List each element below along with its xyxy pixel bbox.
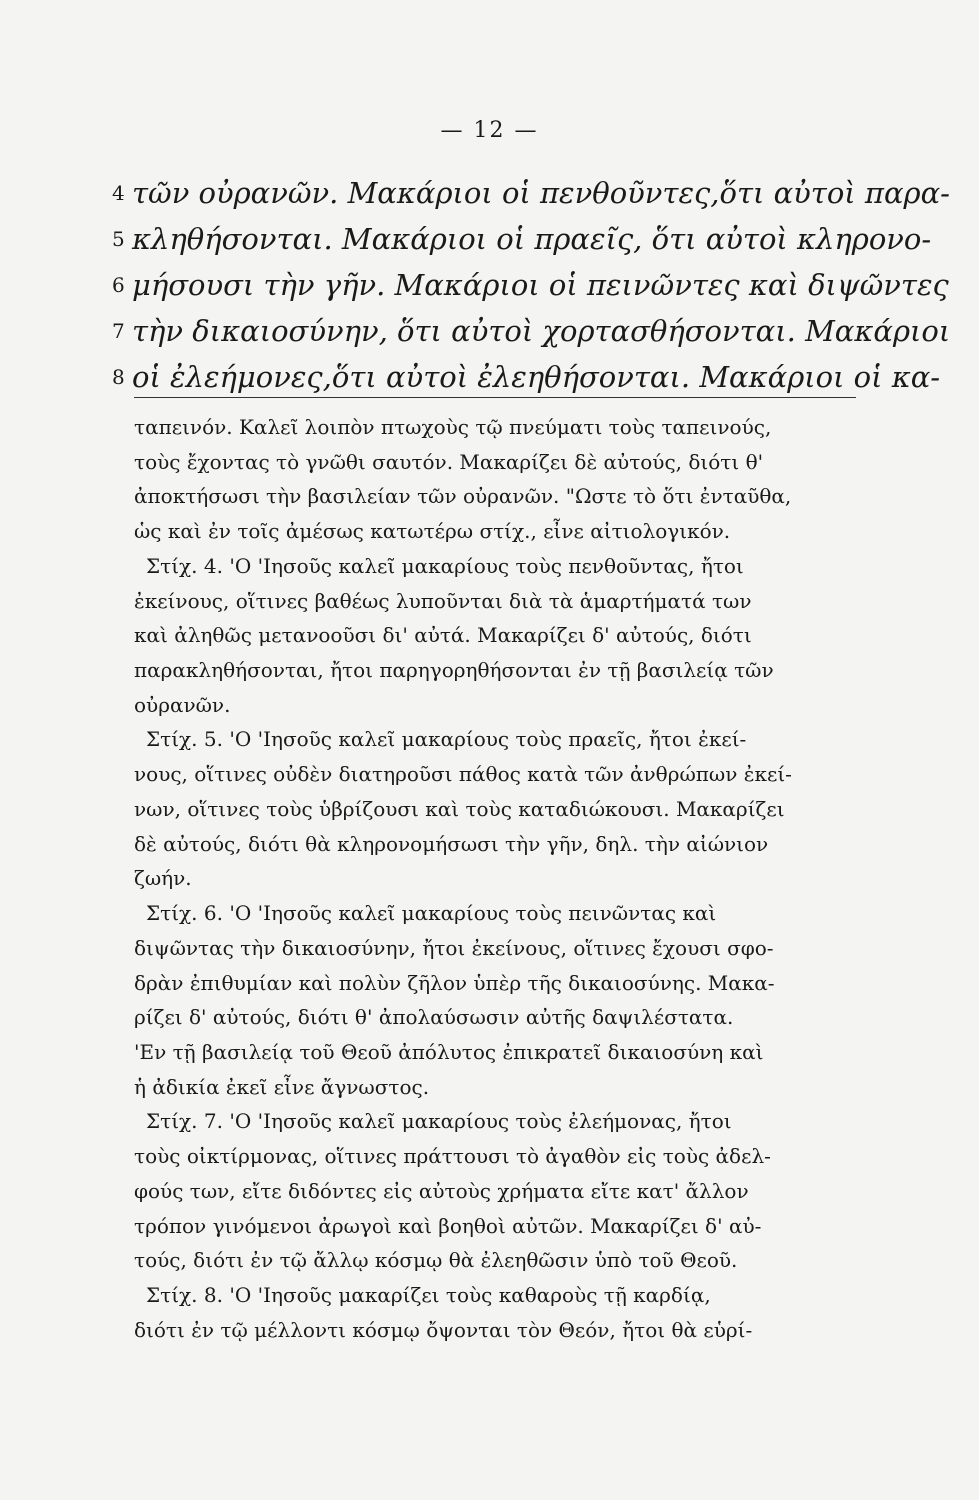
commentary-line: φούς των, εἴτε διδόντες εἰς αὐτοὺς χρήματα εἴτε κατ' ἄλλον — [134, 1178, 749, 1203]
verse-text: τῶν οὐρανῶν. Μακάριοι οἱ πενθοῦντες,ὅτι αὐτοὶ παρα- — [132, 176, 950, 210]
verse-line — [112, 354, 941, 400]
verse-number: 5 — [112, 227, 125, 251]
commentary-line: ζωήν. — [134, 866, 192, 891]
verse-text: μήσουσι τὴν γῆν. Μακάριοι οἱ πεινῶντες καὶ διψῶντες — [132, 268, 949, 302]
commentary-line: νους, οἵτινες οὐδὲν διατηροῦσι πάθος κατὰ τῶν ἀνθρώπων ἐκεί- — [134, 762, 792, 787]
commentary-line: ρίζει δ' αὐτούς, διότι θ' ἀπολαύσωσιν αὐτῆς δαψιλέστατα. — [134, 1005, 734, 1030]
commentary-line: ἐκείνους, οἵτινες βαθέως λυποῦνται διὰ τὰ ἁμαρτήματά των — [134, 588, 752, 613]
commentary-line: τούς, διότι ἐν τῷ ἄλλῳ κόσμῳ θὰ ἐλεηθῶσιν ὑπὸ τοῦ Θεοῦ. — [134, 1248, 738, 1273]
commentary-line: ἡ ἀδικία ἐκεῖ εἶνε ἄγνωστος. — [134, 1074, 430, 1099]
verse-number: 4 — [112, 181, 125, 205]
commentary-line: Στίχ. 6. 'Ο 'Ιησοῦς καλεῖ μακαρίους τοὺς πεινῶντας καὶ — [146, 901, 717, 926]
verse-line — [112, 170, 950, 216]
commentary-line: καὶ ἀληθῶς μετανοοῦσι δι' αὐτά. Μακαρίζει δ' αὐτούς, διότι — [134, 623, 752, 648]
verse-line — [112, 262, 949, 308]
verse-number: 7 — [112, 319, 125, 343]
commentary-line: διότι ἐν τῷ μέλλοντι κόσμῳ ὄψονται τὸν Θεόν, ἤτοι θὰ εὑρί- — [134, 1317, 753, 1342]
verse-line — [112, 216, 932, 262]
verse-text: κληθήσονται. Μακάριοι οἱ πραεῖς, ὅτι αὐτοὶ κληρονο- — [132, 222, 932, 256]
commentary-line: Στίχ. 7. 'Ο 'Ιησοῦς καλεῖ μακαρίους τοὺς ἐλεήμονας, ἤτοι — [146, 1109, 732, 1134]
commentary-line: νων, οἵτινες τοὺς ὑβρίζουσι καὶ τοὺς καταδιώκουσι. Μακαρίζει — [134, 796, 785, 821]
commentary-line: Στίχ. 5. 'Ο 'Ιησοῦς καλεῖ μακαρίους τοὺς πραεῖς, ἤτοι ἐκεί- — [146, 727, 747, 752]
commentary-line: τοὺς οἰκτίρμονας, οἵτινες πράττουσι τὸ ἀγαθὸν εἰς τοὺς ἀδελ- — [134, 1144, 771, 1169]
verse-number: 6 — [112, 273, 125, 297]
verse-text: τὴν δικαιοσύνην, ὅτι αὐτοὶ χορτασθήσονται. Μακάριοι — [132, 314, 951, 348]
commentary-line: τοὺς ἔχοντας τὸ γνῶθι σαυτόν. Μακαρίζει δὲ αὐτούς, διότι θ' — [134, 449, 764, 474]
commentary-line: τρόπον γινόμενοι ἀρωγοὶ καὶ βοηθοὶ αὐτῶν. Μακαρίζει δ' αὐ- — [134, 1213, 762, 1238]
commentary-line: διψῶντας τὴν δικαιοσύνην, ἤτοι ἐκείνους, οἵτινες ἔχουσι σφο- — [134, 935, 774, 960]
commentary-text — [134, 410, 856, 1347]
commentary-line: δὲ αὐτούς, διότι θὰ κληρονομήσωσι τὴν γῆν, δηλ. τὴν αἰώνιον — [134, 831, 769, 856]
scripture-verses — [112, 170, 951, 400]
commentary-line: οὐρανῶν. — [134, 692, 231, 717]
commentary-line: Στίχ. 4. 'Ο 'Ιησοῦς καλεῖ μακαρίους τοὺς πενθοῦντας, ἤτοι — [146, 553, 744, 578]
verse-number: 8 — [112, 365, 125, 389]
commentary-line: ὡς καὶ ἐν τοῖς ἀμέσως κατωτέρω στίχ., εἶνε αἰτιολογικόν. — [134, 519, 731, 544]
verse-line — [112, 308, 951, 354]
section-divider — [134, 397, 856, 398]
commentary-line: ἀποκτήσωσι τὴν βασιλείαν τῶν οὐρανῶν. "Ωστε τὸ ὅτι ἐνταῦθα, — [134, 484, 792, 509]
verse-text: οἱ ἐλεήμονες,ὅτι αὐτοὶ ἐλεηθήσονται. Μακάριοι οἱ κα- — [132, 360, 941, 394]
commentary-line: ταπεινόν. Καλεῖ λοιπὸν πτωχοὺς τῷ πνεύματι τοὺς ταπεινούς, — [134, 415, 772, 439]
commentary-line: 'Εν τῇ βασιλείᾳ τοῦ Θεοῦ ἀπόλυτος ἐπικρατεῖ δικαιοσύνη καὶ — [134, 1039, 764, 1064]
commentary-line: Στίχ. 8. 'Ο 'Ιησοῦς μακαρίζει τοὺς καθαροὺς τῇ καρδίᾳ, — [146, 1282, 711, 1307]
commentary-line: δρὰν ἐπιθυμίαν καὶ πολὺν ζῆλον ὑπὲρ τῆς δικαιοσύνης. Μακα- — [134, 970, 775, 995]
page-number: — 12 — — [440, 118, 539, 143]
commentary-line: παρακληθήσονται, ἤτοι παρηγορηθήσονται ἐν τῇ βασιλείᾳ τῶν — [134, 658, 774, 683]
